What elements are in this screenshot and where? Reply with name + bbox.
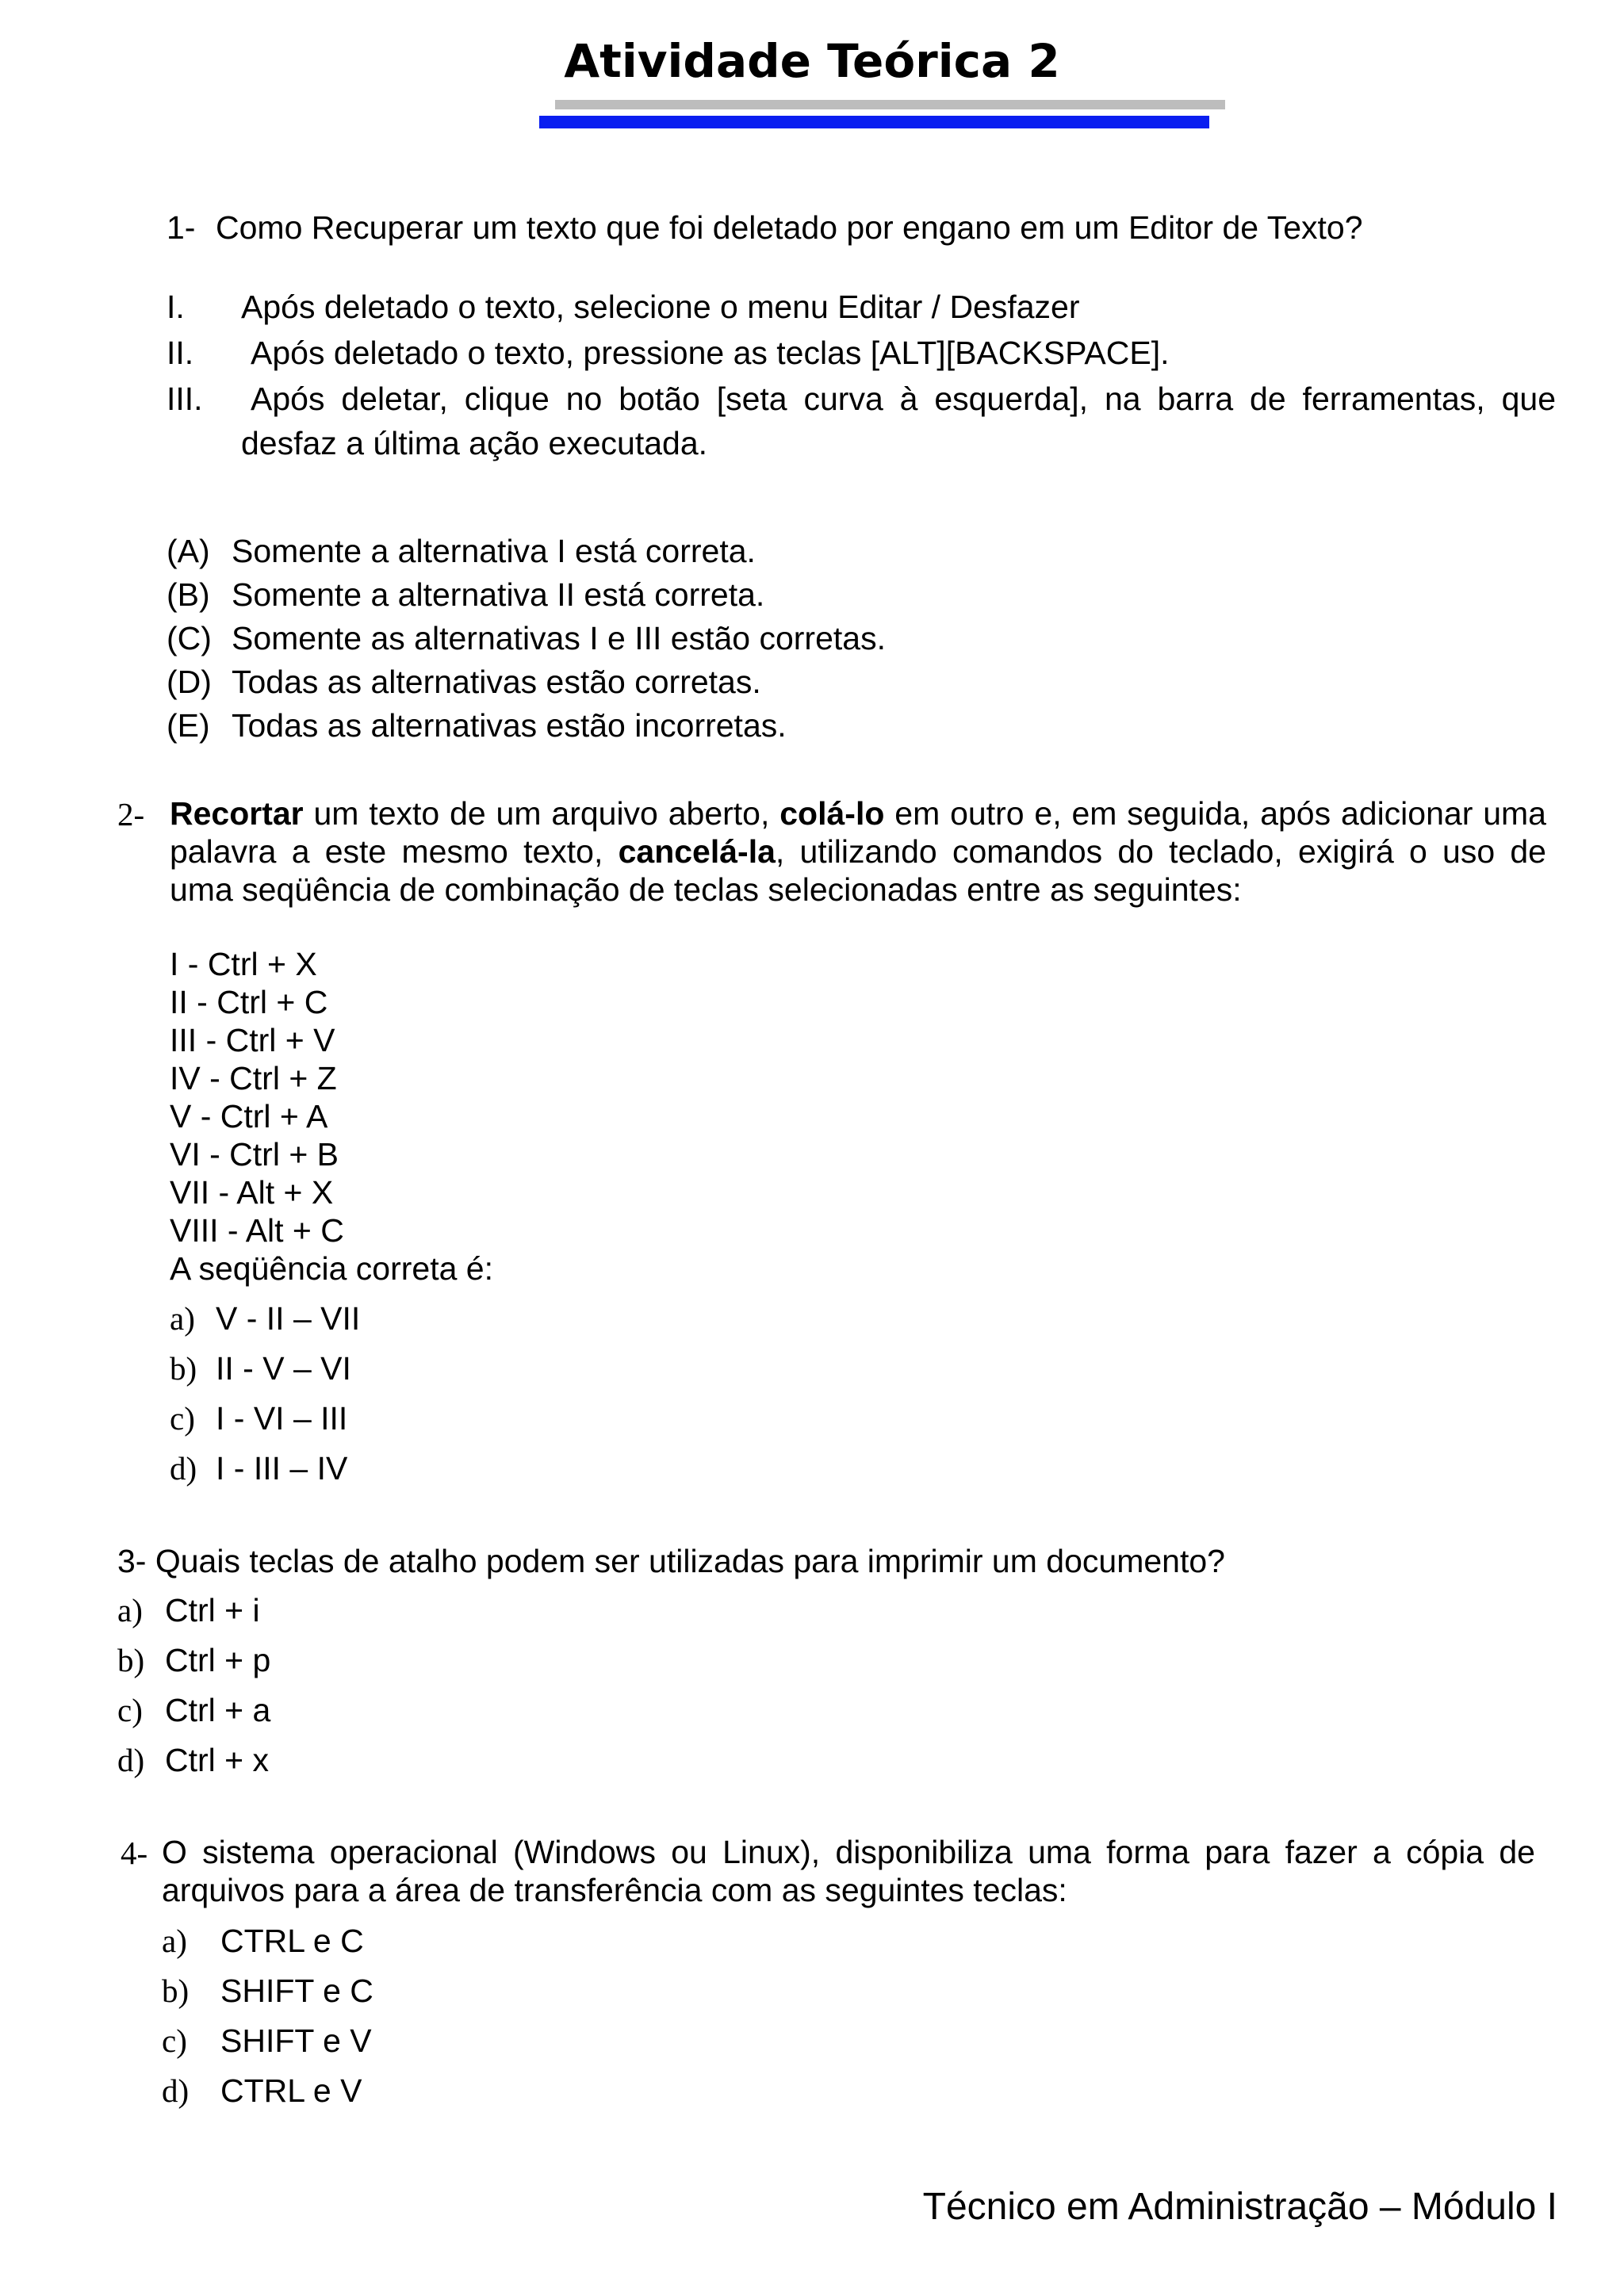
option-label: c) xyxy=(170,1400,195,1437)
shortcut-item: VI - Ctrl + B xyxy=(170,1136,339,1173)
option-label: d) xyxy=(170,1450,197,1487)
option-text: CTRL e C xyxy=(220,1923,364,1959)
shortcut-item: V - Ctrl + A xyxy=(170,1098,328,1135)
option-label: c) xyxy=(162,2022,187,2059)
sequence-prompt: A seqüência correta é: xyxy=(170,1250,493,1287)
option-label: b) xyxy=(162,1973,190,2009)
q1-statement-label: II. xyxy=(167,335,194,371)
option-text: I - VI – III xyxy=(216,1400,348,1437)
q2-text: em outro e, em seguida, após adicionar uma xyxy=(884,795,1546,832)
option-label: a) xyxy=(117,1592,143,1628)
page-title: Atividade Teórica 2 xyxy=(564,34,1060,88)
q1-statement-label: I. xyxy=(167,289,185,325)
option-label: (C) xyxy=(167,620,212,656)
option-text: SHIFT e V xyxy=(220,2022,372,2059)
q2-text: um texto de um arquivo aberto, xyxy=(303,795,780,832)
title-underline-blue xyxy=(539,116,1209,128)
option-text: Ctrl + p xyxy=(165,1642,271,1678)
option-label: a) xyxy=(170,1300,195,1337)
bold-term: colá-lo xyxy=(779,795,885,832)
q1-question: Como Recuperar um texto que foi deletado por engano em um Editor de Texto? xyxy=(216,209,1363,246)
option-text: Todas as alternativas estão incorretas. xyxy=(232,707,787,744)
shortcut-item: I - Ctrl + X xyxy=(170,946,317,982)
title-underline-gray xyxy=(555,100,1225,109)
option-text: V - II – VII xyxy=(216,1300,361,1337)
q1-number: 1- xyxy=(167,209,196,246)
q1-statement-text: Após deletar, clique no botão [seta curva à esquerda], na barra de ferramentas, que xyxy=(251,381,1556,417)
option-text: Somente a alternativa II está correta. xyxy=(232,576,765,613)
shortcut-item: III - Ctrl + V xyxy=(170,1022,335,1058)
option-text: Somente as alternativas I e III estão corretas. xyxy=(232,620,886,656)
option-text: Todas as alternativas estão corretas. xyxy=(232,664,761,700)
bold-term: cancelá-la xyxy=(618,833,776,870)
option-text: CTRL e V xyxy=(220,2072,362,2109)
q2-text: , utilizando comandos do teclado, exigirá o uso de xyxy=(775,833,1546,870)
option-text: SHIFT e C xyxy=(220,1973,373,2009)
option-text: I - III – IV xyxy=(216,1450,348,1487)
shortcut-item: VII - Alt + X xyxy=(170,1174,334,1211)
option-label: (D) xyxy=(167,664,212,700)
q1-statement-text: Após deletado o texto, pressione as teclas [ALT][BACKSPACE]. xyxy=(251,335,1170,371)
q2-line-1 xyxy=(170,794,1546,832)
shortcut-item: VIII - Alt + C xyxy=(170,1212,344,1249)
page-footer: Técnico em Administração – Módulo I xyxy=(922,2186,1557,2228)
option-label: a) xyxy=(162,1923,187,1959)
option-label: (A) xyxy=(167,533,210,569)
option-label: b) xyxy=(170,1350,197,1387)
q1-statement-text-continued: desfaz a última ação executada. xyxy=(241,425,708,461)
q3-question: 3- Quais teclas de atalho podem ser utilizadas para imprimir um documento? xyxy=(117,1543,1225,1579)
q4-line-1: O sistema operacional (Windows ou Linux), disponibiliza uma forma para fazer a cópia de xyxy=(162,1834,1535,1870)
q4-line-2: arquivos para a área de transferência com as seguintes teclas: xyxy=(162,1872,1067,1908)
option-text: Ctrl + a xyxy=(165,1692,271,1728)
q4-number: 4- xyxy=(121,1835,148,1871)
q2-line-2 xyxy=(170,832,1546,871)
q2-number: 2- xyxy=(117,796,145,832)
q1-statement-label: III. xyxy=(167,381,203,417)
option-label: (E) xyxy=(167,707,210,744)
option-label: c) xyxy=(117,1692,143,1728)
bold-term: Recortar xyxy=(170,795,304,832)
q2-line-3: uma seqüência de combinação de teclas selecionadas entre as seguintes: xyxy=(170,871,1242,908)
option-text: Ctrl + i xyxy=(165,1592,260,1628)
option-label: d) xyxy=(117,1742,145,1778)
option-label: d) xyxy=(162,2072,190,2109)
shortcut-item: IV - Ctrl + Z xyxy=(170,1060,337,1096)
q1-statement-text: Após deletado o texto, selecione o menu Editar / Desfazer xyxy=(241,289,1080,325)
option-label: (B) xyxy=(167,576,210,613)
option-text: Somente a alternativa I está correta. xyxy=(232,533,756,569)
option-label: b) xyxy=(117,1642,145,1678)
option-text: II - V – VI xyxy=(216,1350,351,1387)
q2-text: palavra a este mesmo texto, xyxy=(170,833,619,870)
option-text: Ctrl + x xyxy=(165,1742,269,1778)
shortcut-item: II - Ctrl + C xyxy=(170,984,328,1020)
